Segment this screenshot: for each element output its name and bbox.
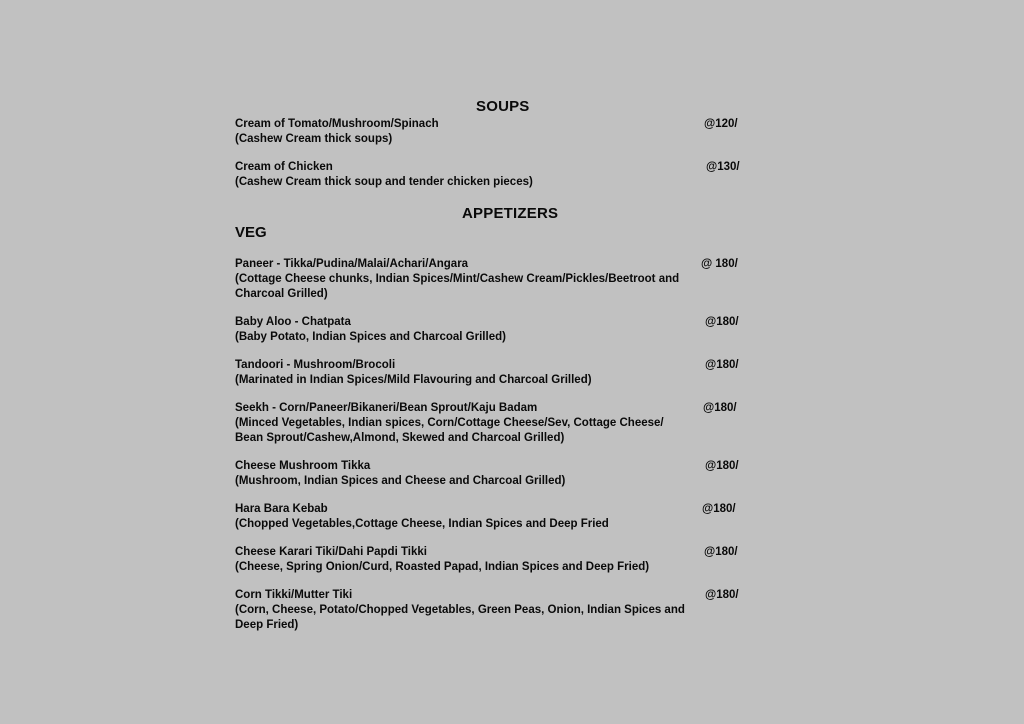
menu-item: [235, 315, 740, 345]
item-name: Paneer - Tikka/Pudina/Malai/Achari/Angara: [235, 258, 469, 270]
menu-item: [235, 545, 740, 575]
item-price: @180/: [705, 359, 739, 371]
menu-item: [235, 502, 740, 532]
item-description: (Chopped Vegetables,Cottage Cheese, Indian Spices and Deep Fried: [235, 518, 609, 530]
item-description: (Mushroom, Indian Spices and Cheese and Charcoal Grilled): [235, 475, 566, 487]
item-price: @180/: [703, 402, 737, 414]
item-price: @180/: [705, 316, 739, 328]
item-description: (Minced Vegetables, Indian spices, Corn/Cottage Cheese/Sev, Cottage Cheese/ Bean Sprout/Cashew,Almond, Skewed and Charcoal Grilled): [235, 417, 664, 444]
menu-item: [235, 401, 740, 446]
menu-item: [235, 459, 740, 489]
menu-item: [235, 588, 740, 633]
item-description: (Corn, Cheese, Potato/Chopped Vegetables, Green Peas, Onion, Indian Spices and Deep Fried): [235, 604, 685, 631]
menu-item: [235, 358, 740, 388]
menu-item: [235, 160, 740, 190]
item-description: (Cashew Cream thick soup and tender chicken pieces): [235, 176, 533, 188]
item-name: Cream of Tomato/Mushroom/Spinach: [235, 118, 439, 130]
item-description: (Marinated in Indian Spices/Mild Flavouring and Charcoal Grilled): [235, 374, 592, 386]
item-price: @180/: [705, 460, 739, 472]
item-name: Tandoori - Mushroom/Brocoli: [235, 359, 396, 371]
item-name: Cheese Karari Tiki/Dahi Papdi Tikki: [235, 546, 427, 558]
item-price: @180/: [704, 546, 738, 558]
item-description: (Cottage Cheese chunks, Indian Spices/Mint/Cashew Cream/Pickles/Beetroot and Charcoal Grilled): [235, 273, 680, 300]
item-name: Seekh - Corn/Paneer/Bikaneri/Bean Sprout/Kaju Badam: [235, 402, 538, 414]
item-description: (Cashew Cream thick soups): [235, 133, 393, 145]
item-price: @ 180/: [701, 258, 738, 270]
item-name: Corn Tikki/Mutter Tiki: [235, 589, 353, 601]
appetizers-heading: APPETIZERS: [462, 205, 559, 222]
menu-item: [235, 257, 740, 302]
item-price: @180/: [705, 589, 739, 601]
item-description: (Baby Potato, Indian Spices and Charcoal Grilled): [235, 331, 506, 343]
item-price: @180/: [702, 503, 736, 515]
item-name: Cheese Mushroom Tikka: [235, 460, 371, 472]
item-description: (Cheese, Spring Onion/Curd, Roasted Papad, Indian Spices and Deep Fried): [235, 561, 650, 573]
item-name: Hara Bara Kebab: [235, 503, 328, 515]
menu-item: [235, 117, 740, 147]
item-name: Baby Aloo - Chatpata: [235, 316, 351, 328]
item-price: @130/: [706, 161, 740, 173]
item-name: Cream of Chicken: [235, 161, 333, 173]
item-price: @120/: [704, 118, 738, 130]
soups-heading: SOUPS: [476, 98, 530, 115]
veg-subheading: VEG: [235, 224, 267, 241]
